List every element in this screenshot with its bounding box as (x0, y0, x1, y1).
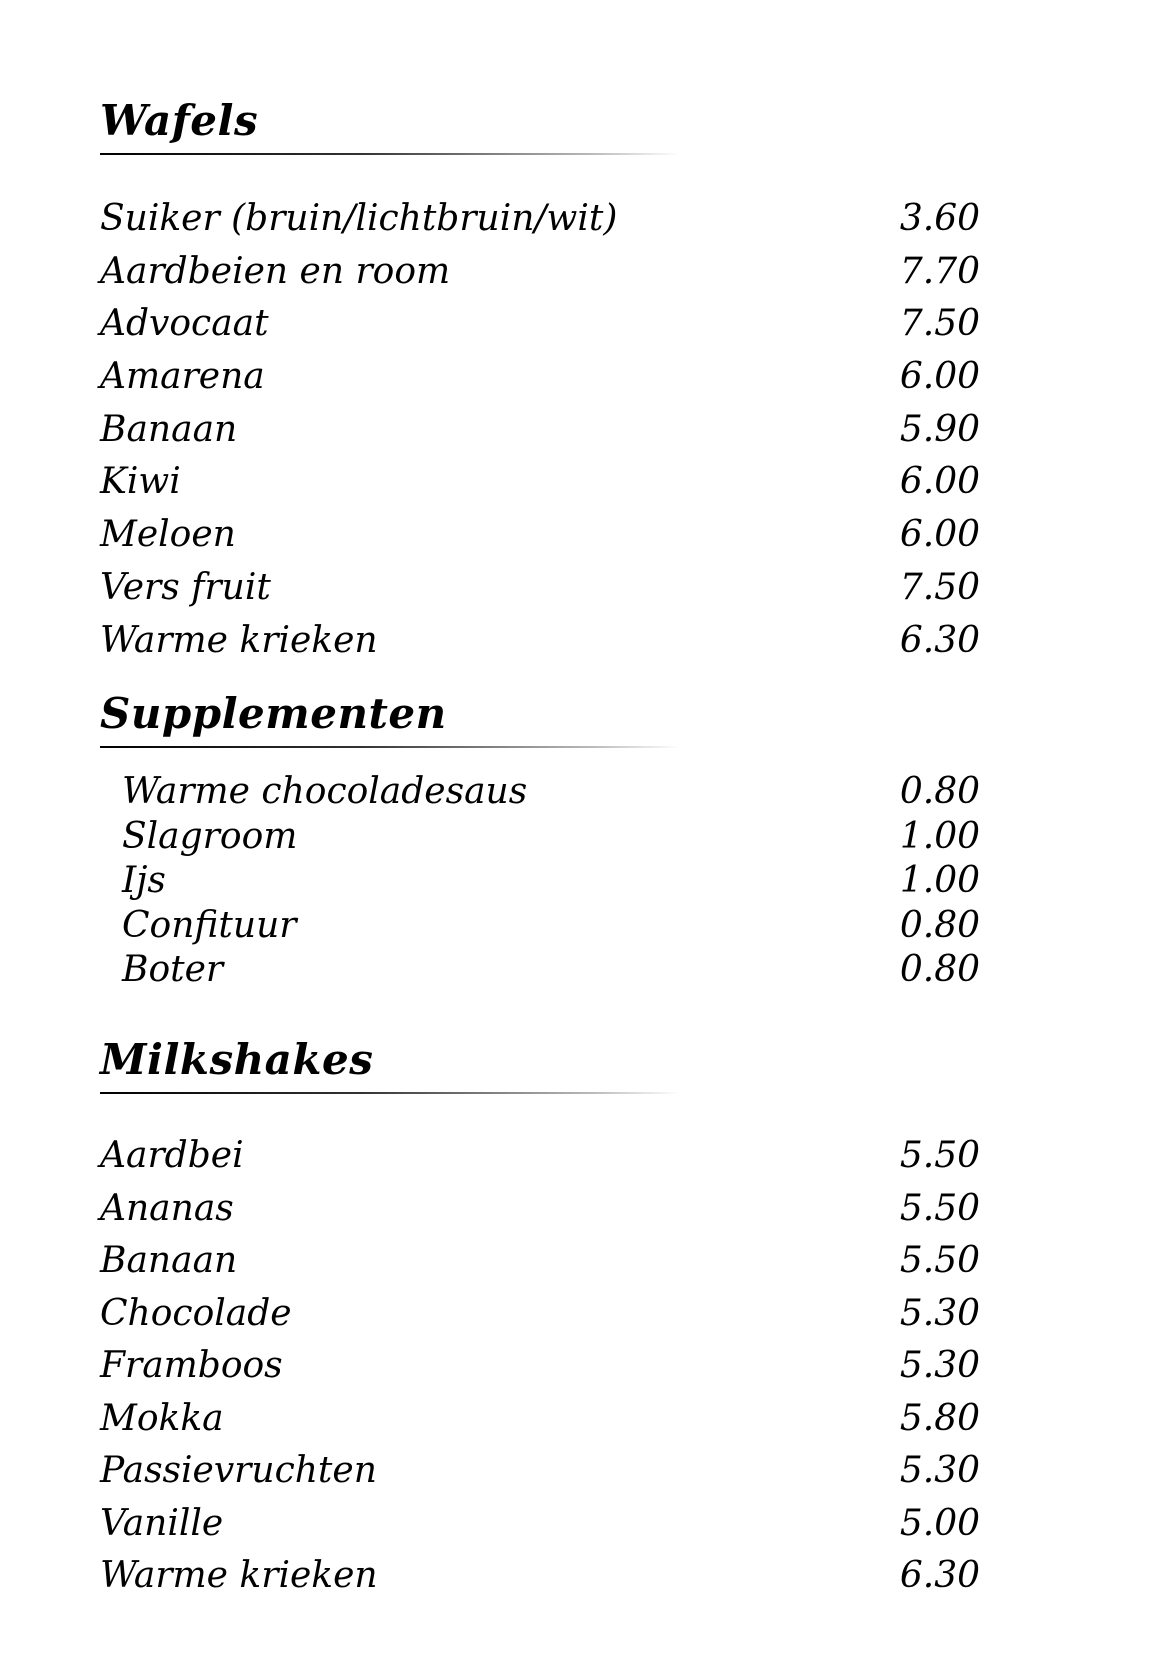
menu-item-price: 5.80 (899, 1397, 980, 1439)
menu-item-price: 5.50 (899, 1240, 980, 1281)
menu-item (100, 1130, 980, 1183)
menu-item-price: 5.50 (899, 1187, 980, 1229)
section-title: Wafels (100, 96, 259, 145)
menu-item (100, 1550, 980, 1603)
menu-item (100, 1235, 980, 1288)
menu-item-price: 1.00 (899, 815, 980, 857)
menu-item-name: Suiker (bruin/lichtbruin/wit) (100, 198, 618, 239)
menu-item-name: Chocolade (100, 1292, 292, 1334)
menu-item-price: 1.00 (899, 860, 980, 901)
section-title: Supplementen (100, 689, 447, 738)
menu-item (100, 404, 980, 457)
menu-item-name: Banaan (100, 1240, 238, 1281)
menu-item-name: Confituur (122, 904, 297, 946)
menu-item-name: Vanille (100, 1502, 224, 1544)
menu-item (100, 456, 980, 509)
menu-item-price: 7.70 (899, 250, 980, 292)
menu-item (100, 1183, 980, 1236)
menu-item-price: 7.50 (899, 566, 980, 608)
menu-item-name: Boter (122, 949, 224, 990)
menu-item-price: 5.00 (899, 1502, 980, 1544)
menu-item (100, 246, 980, 299)
menu-item (122, 770, 980, 815)
menu-item-name: Aardbei (100, 1135, 244, 1176)
menu-item (100, 562, 980, 615)
menu-item-price: 5.50 (899, 1135, 980, 1176)
menu-item (122, 859, 980, 904)
menu-item-price: 6.30 (899, 1555, 980, 1596)
section-title: Milkshakes (100, 1035, 374, 1084)
section-divider (100, 1092, 680, 1094)
section-divider (100, 746, 680, 748)
menu-item-price: 0.80 (899, 771, 980, 812)
menu-item-name: Passievruchten (100, 1450, 377, 1491)
menu-item-price: 5.90 (899, 408, 980, 450)
menu-item-name: Aardbeien en room (100, 250, 451, 292)
section-wafels (100, 95, 980, 667)
menu-item-price: 6.00 (899, 356, 980, 398)
section-divider (100, 153, 680, 155)
menu-item-price: 0.80 (899, 949, 980, 990)
menu-item (122, 815, 980, 860)
menu-item-name: Warme krieken (100, 619, 378, 661)
menu-list (100, 770, 980, 993)
section-milkshakes (100, 1034, 980, 1603)
menu-item-price: 5.30 (899, 1450, 980, 1491)
menu-item (100, 1340, 980, 1393)
menu-item (100, 509, 980, 562)
menu-item (100, 1445, 980, 1498)
menu-item-name: Warme krieken (100, 1555, 378, 1596)
menu-item-price: 5.30 (899, 1292, 980, 1334)
menu-item-name: Advocaat (100, 303, 269, 345)
menu-item (100, 615, 980, 668)
menu-item-price: 5.30 (899, 1345, 980, 1386)
menu-item-name: Framboos (100, 1345, 283, 1386)
menu-item (122, 948, 980, 993)
menu-item-name: Mokka (100, 1397, 224, 1439)
menu-item-name: Vers fruit (100, 566, 271, 608)
menu-list (100, 193, 980, 667)
menu-item-price: 6.30 (899, 619, 980, 661)
menu-item-name: Kiwi (100, 461, 181, 503)
section-supplementen (100, 688, 980, 993)
menu-item (100, 298, 980, 351)
menu-item-name: Warme chocoladesaus (122, 771, 528, 812)
menu-item-name: Banaan (100, 408, 238, 450)
menu-item-name: Meloen (100, 514, 236, 556)
menu-item-price: 6.00 (899, 461, 980, 503)
menu-item-name: Amarena (100, 356, 265, 398)
menu-item (100, 1288, 980, 1341)
menu-list (100, 1130, 980, 1603)
menu-item (122, 904, 980, 949)
menu-item-name: Ijs (122, 860, 166, 901)
menu-item-name: Ananas (100, 1187, 234, 1229)
menu-item-price: 6.00 (899, 514, 980, 556)
menu-item-price: 7.50 (899, 303, 980, 345)
menu-item-name: Slagroom (122, 815, 298, 857)
menu-item (100, 1393, 980, 1446)
menu-item (100, 351, 980, 404)
menu-item (100, 193, 980, 246)
menu-item-price: 0.80 (899, 904, 980, 946)
menu-item-price: 3.60 (899, 198, 980, 239)
menu-item (100, 1498, 980, 1551)
